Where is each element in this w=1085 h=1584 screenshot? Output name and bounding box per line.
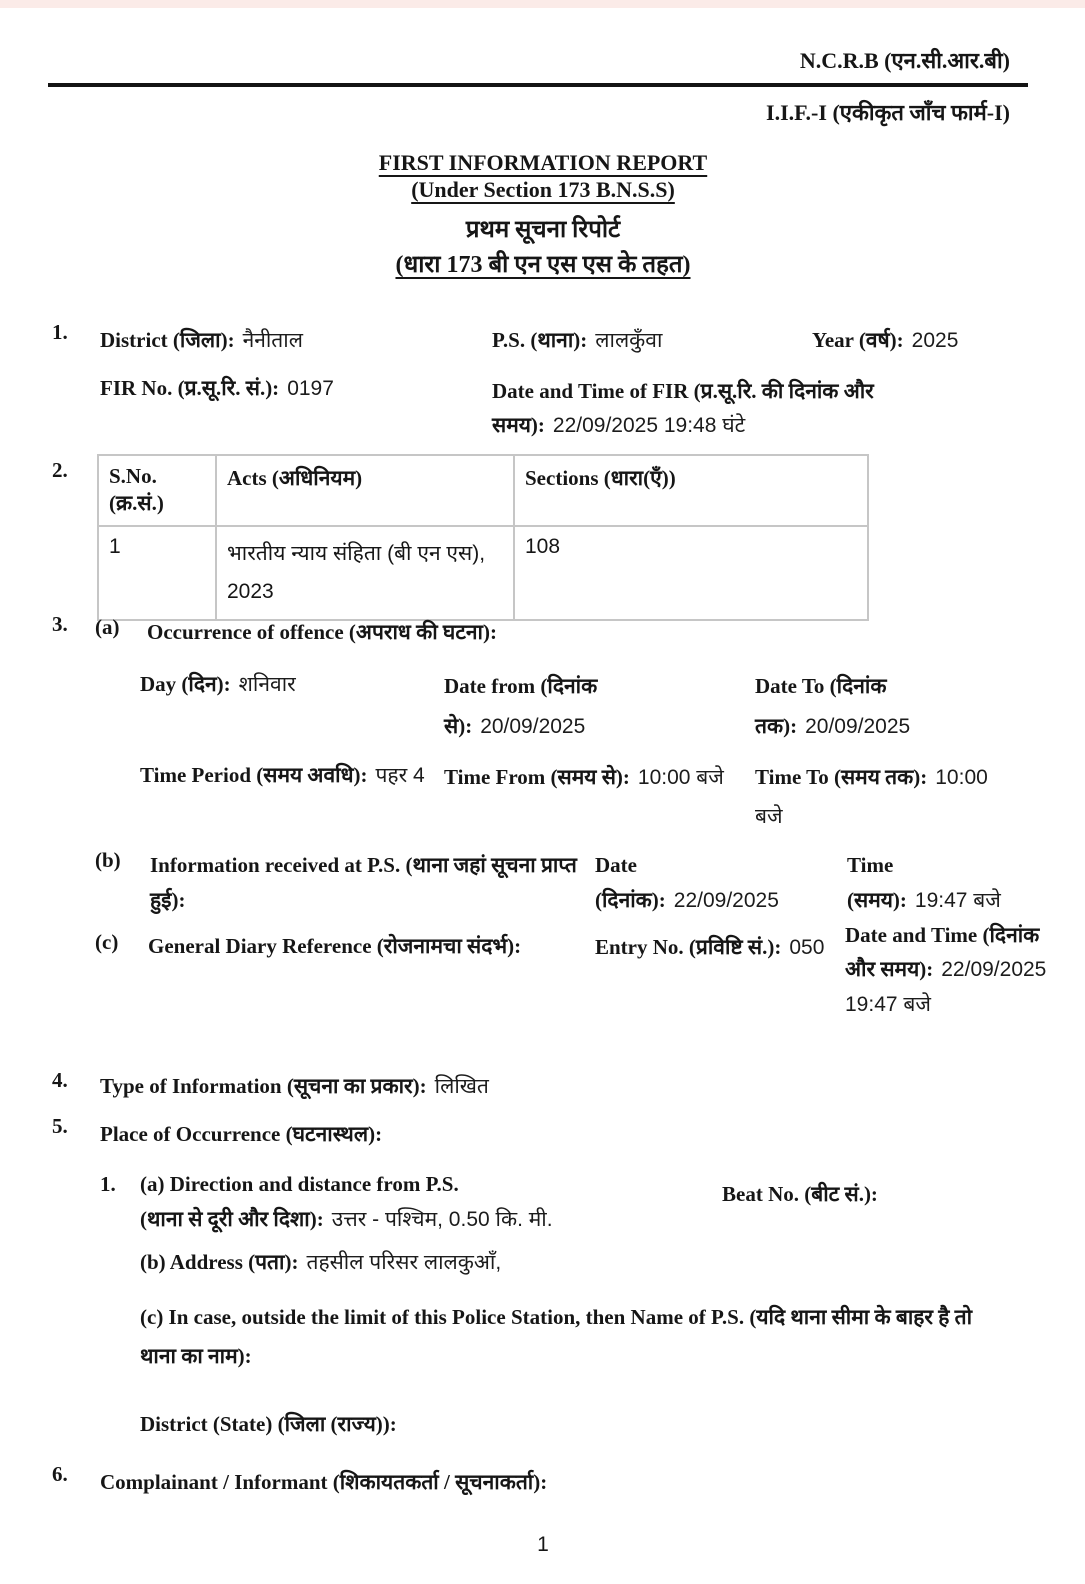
gd-datetime-value: 22/09/2025 19:47 बजे bbox=[845, 958, 1047, 1016]
fir-no-value: 0197 bbox=[287, 377, 334, 400]
section-6-number: 6. bbox=[52, 1462, 68, 1486]
time-from-label: Time From (समय से): bbox=[444, 765, 630, 789]
date-from-label: Date from (दिनांक से): bbox=[444, 674, 598, 738]
table-row bbox=[98, 526, 868, 620]
header-rule bbox=[48, 83, 1028, 87]
time-period-field bbox=[140, 756, 428, 795]
acts-column-header: Acts (अधिनियम) bbox=[216, 455, 514, 526]
outside-ps-label: (c) In case, outside the limit of this Police Station, then Name of P.S. (यदि थाना सीमा के बाहर है तो थाना का नाम): bbox=[140, 1305, 973, 1368]
address-value: तहसील परिसर लालकुआँ, bbox=[306, 1251, 502, 1274]
date-to-value: 20/09/2025 bbox=[805, 715, 911, 738]
place-of-occurrence-title: Place of Occurrence (घटनास्थल): bbox=[100, 1122, 383, 1146]
entry-no-label: Entry No. (प्रविष्टि सं.): bbox=[595, 935, 782, 959]
direction-distance-label-hi: (थाना से दूरी और दिशा): bbox=[140, 1207, 324, 1231]
info-time-field bbox=[847, 848, 1012, 918]
info-time-value: 19:47 बजे bbox=[914, 889, 1001, 912]
section-3b-tag: (b) bbox=[95, 848, 121, 872]
date-from-value: 20/09/2025 bbox=[480, 715, 586, 738]
sections-cell: 108 bbox=[514, 526, 868, 620]
fir-datetime-value: 22/09/2025 19:48 घंटे bbox=[552, 414, 746, 437]
occurrence-title: Occurrence of offence (अपराध की घटना): bbox=[147, 620, 497, 644]
section-3c-tag: (c) bbox=[95, 930, 119, 954]
info-date-field bbox=[595, 848, 785, 918]
section-4-number: 4. bbox=[52, 1068, 68, 1092]
info-date-value: 22/09/2025 bbox=[673, 889, 779, 912]
beat-no-label: Beat No. (बीट सं.): bbox=[722, 1182, 878, 1206]
table-header-row bbox=[98, 455, 868, 526]
time-period-label: Time Period (समय अवधि): bbox=[140, 763, 368, 787]
time-from-field bbox=[444, 758, 756, 797]
info-received-title: Information received at P.S. (थाना जहां सूचना प्राप्त हुई): bbox=[150, 853, 577, 912]
gd-datetime-field bbox=[845, 918, 1070, 1022]
time-to-value: 10:00 बजे bbox=[755, 766, 988, 828]
sections-column-header: Sections (धारा(एँ)) bbox=[514, 455, 868, 526]
iif-header: I.I.F.-I (एकीकृत जाँच फार्म-I) bbox=[766, 100, 1010, 125]
info-date-label: Date (दिनांक): bbox=[595, 853, 666, 912]
section-1-number: 1. bbox=[52, 320, 68, 344]
complainant-informant-title: Complainant / Informant (शिकायतकर्ता / सूचनाकर्ता): bbox=[100, 1470, 548, 1494]
district-state-label: District (State) (जिला (राज्य)): bbox=[140, 1412, 397, 1436]
fir-subtitle-hi: (धारा 173 बी एन एस एस के तहत) bbox=[395, 252, 691, 278]
date-to-field bbox=[755, 666, 1007, 747]
page-number: 1 bbox=[537, 1533, 549, 1556]
top-strip bbox=[0, 0, 1085, 8]
district-value: नैनीताल bbox=[242, 329, 303, 352]
direction-distance-label-en: (a) Direction and distance from P.S. bbox=[140, 1172, 459, 1196]
fir-title-en: FIRST INFORMATION REPORT bbox=[378, 150, 708, 175]
ps-value: लालकुँवा bbox=[595, 329, 663, 352]
type-of-information-field bbox=[100, 1072, 489, 1100]
date-from-field bbox=[444, 666, 706, 747]
time-to-label: Time To (समय तक): bbox=[755, 765, 928, 789]
day-value: शनिवार bbox=[238, 673, 296, 696]
district-label: District (जिला): bbox=[100, 328, 235, 352]
fir-title-hi: प्रथम सूचना रिपोर्ट bbox=[465, 217, 621, 243]
year-field bbox=[812, 326, 958, 354]
day-label: Day (दिन): bbox=[140, 672, 231, 696]
act-cell: भारतीय न्याय संहिता (बी एन एस), 2023 bbox=[216, 526, 514, 620]
address-label: (b) Address (पता): bbox=[140, 1250, 299, 1274]
section-5-number: 5. bbox=[52, 1114, 68, 1138]
info-time-label: Time (समय): bbox=[847, 853, 907, 912]
ps-label: P.S. (थाना): bbox=[492, 328, 588, 352]
year-value: 2025 bbox=[911, 329, 959, 352]
time-period-value: पहर 4 bbox=[375, 764, 425, 787]
sno-column-header: S.No. (क्र.सं.) bbox=[98, 455, 216, 526]
fir-no-field bbox=[100, 374, 334, 402]
place-item-number: 1. bbox=[100, 1172, 116, 1196]
entry-no-field bbox=[595, 930, 830, 965]
section-2-number: 2. bbox=[52, 458, 68, 482]
section-3a-tag: (a) bbox=[95, 615, 120, 639]
fir-datetime-label: Date and Time of FIR (प्र.सू.रि. की दिनांक और समय): bbox=[492, 379, 874, 437]
time-to-field bbox=[755, 758, 1000, 836]
fir-no-label: FIR No. (प्र.सू.रि. सं.): bbox=[100, 376, 280, 400]
ncrb-header: N.C.R.B (एन.सी.आर.बी) bbox=[799, 48, 1010, 73]
type-of-information-label: Type of Information (सूचना का प्रकार): bbox=[100, 1074, 427, 1098]
acts-sections-table bbox=[97, 454, 869, 621]
district-field bbox=[100, 326, 303, 354]
year-label: Year (वर्ष): bbox=[812, 328, 904, 352]
direction-distance-field bbox=[140, 1205, 553, 1233]
sno-cell: 1 bbox=[98, 526, 216, 620]
gd-reference-title: General Diary Reference (रोजनामचा संदर्भ): bbox=[148, 934, 522, 958]
entry-no-value: 050 bbox=[789, 936, 825, 959]
time-from-value: 10:00 बजे bbox=[637, 766, 724, 789]
type-of-information-value: लिखित bbox=[434, 1075, 489, 1098]
day-field bbox=[140, 670, 296, 698]
section-3-number: 3. bbox=[52, 612, 68, 636]
address-field bbox=[140, 1248, 501, 1276]
date-to-label: Date To (दिनांक तक): bbox=[755, 674, 887, 738]
fir-subtitle-en: (Under Section 173 B.N.S.S) bbox=[411, 177, 675, 202]
direction-distance-value: उत्तर - पश्चिम, 0.50 कि. मी. bbox=[331, 1208, 553, 1231]
fir-datetime-field bbox=[492, 374, 1007, 443]
gd-datetime-label: Date and Time (दिनांक और समय): bbox=[845, 923, 1040, 981]
ps-field bbox=[492, 326, 662, 354]
